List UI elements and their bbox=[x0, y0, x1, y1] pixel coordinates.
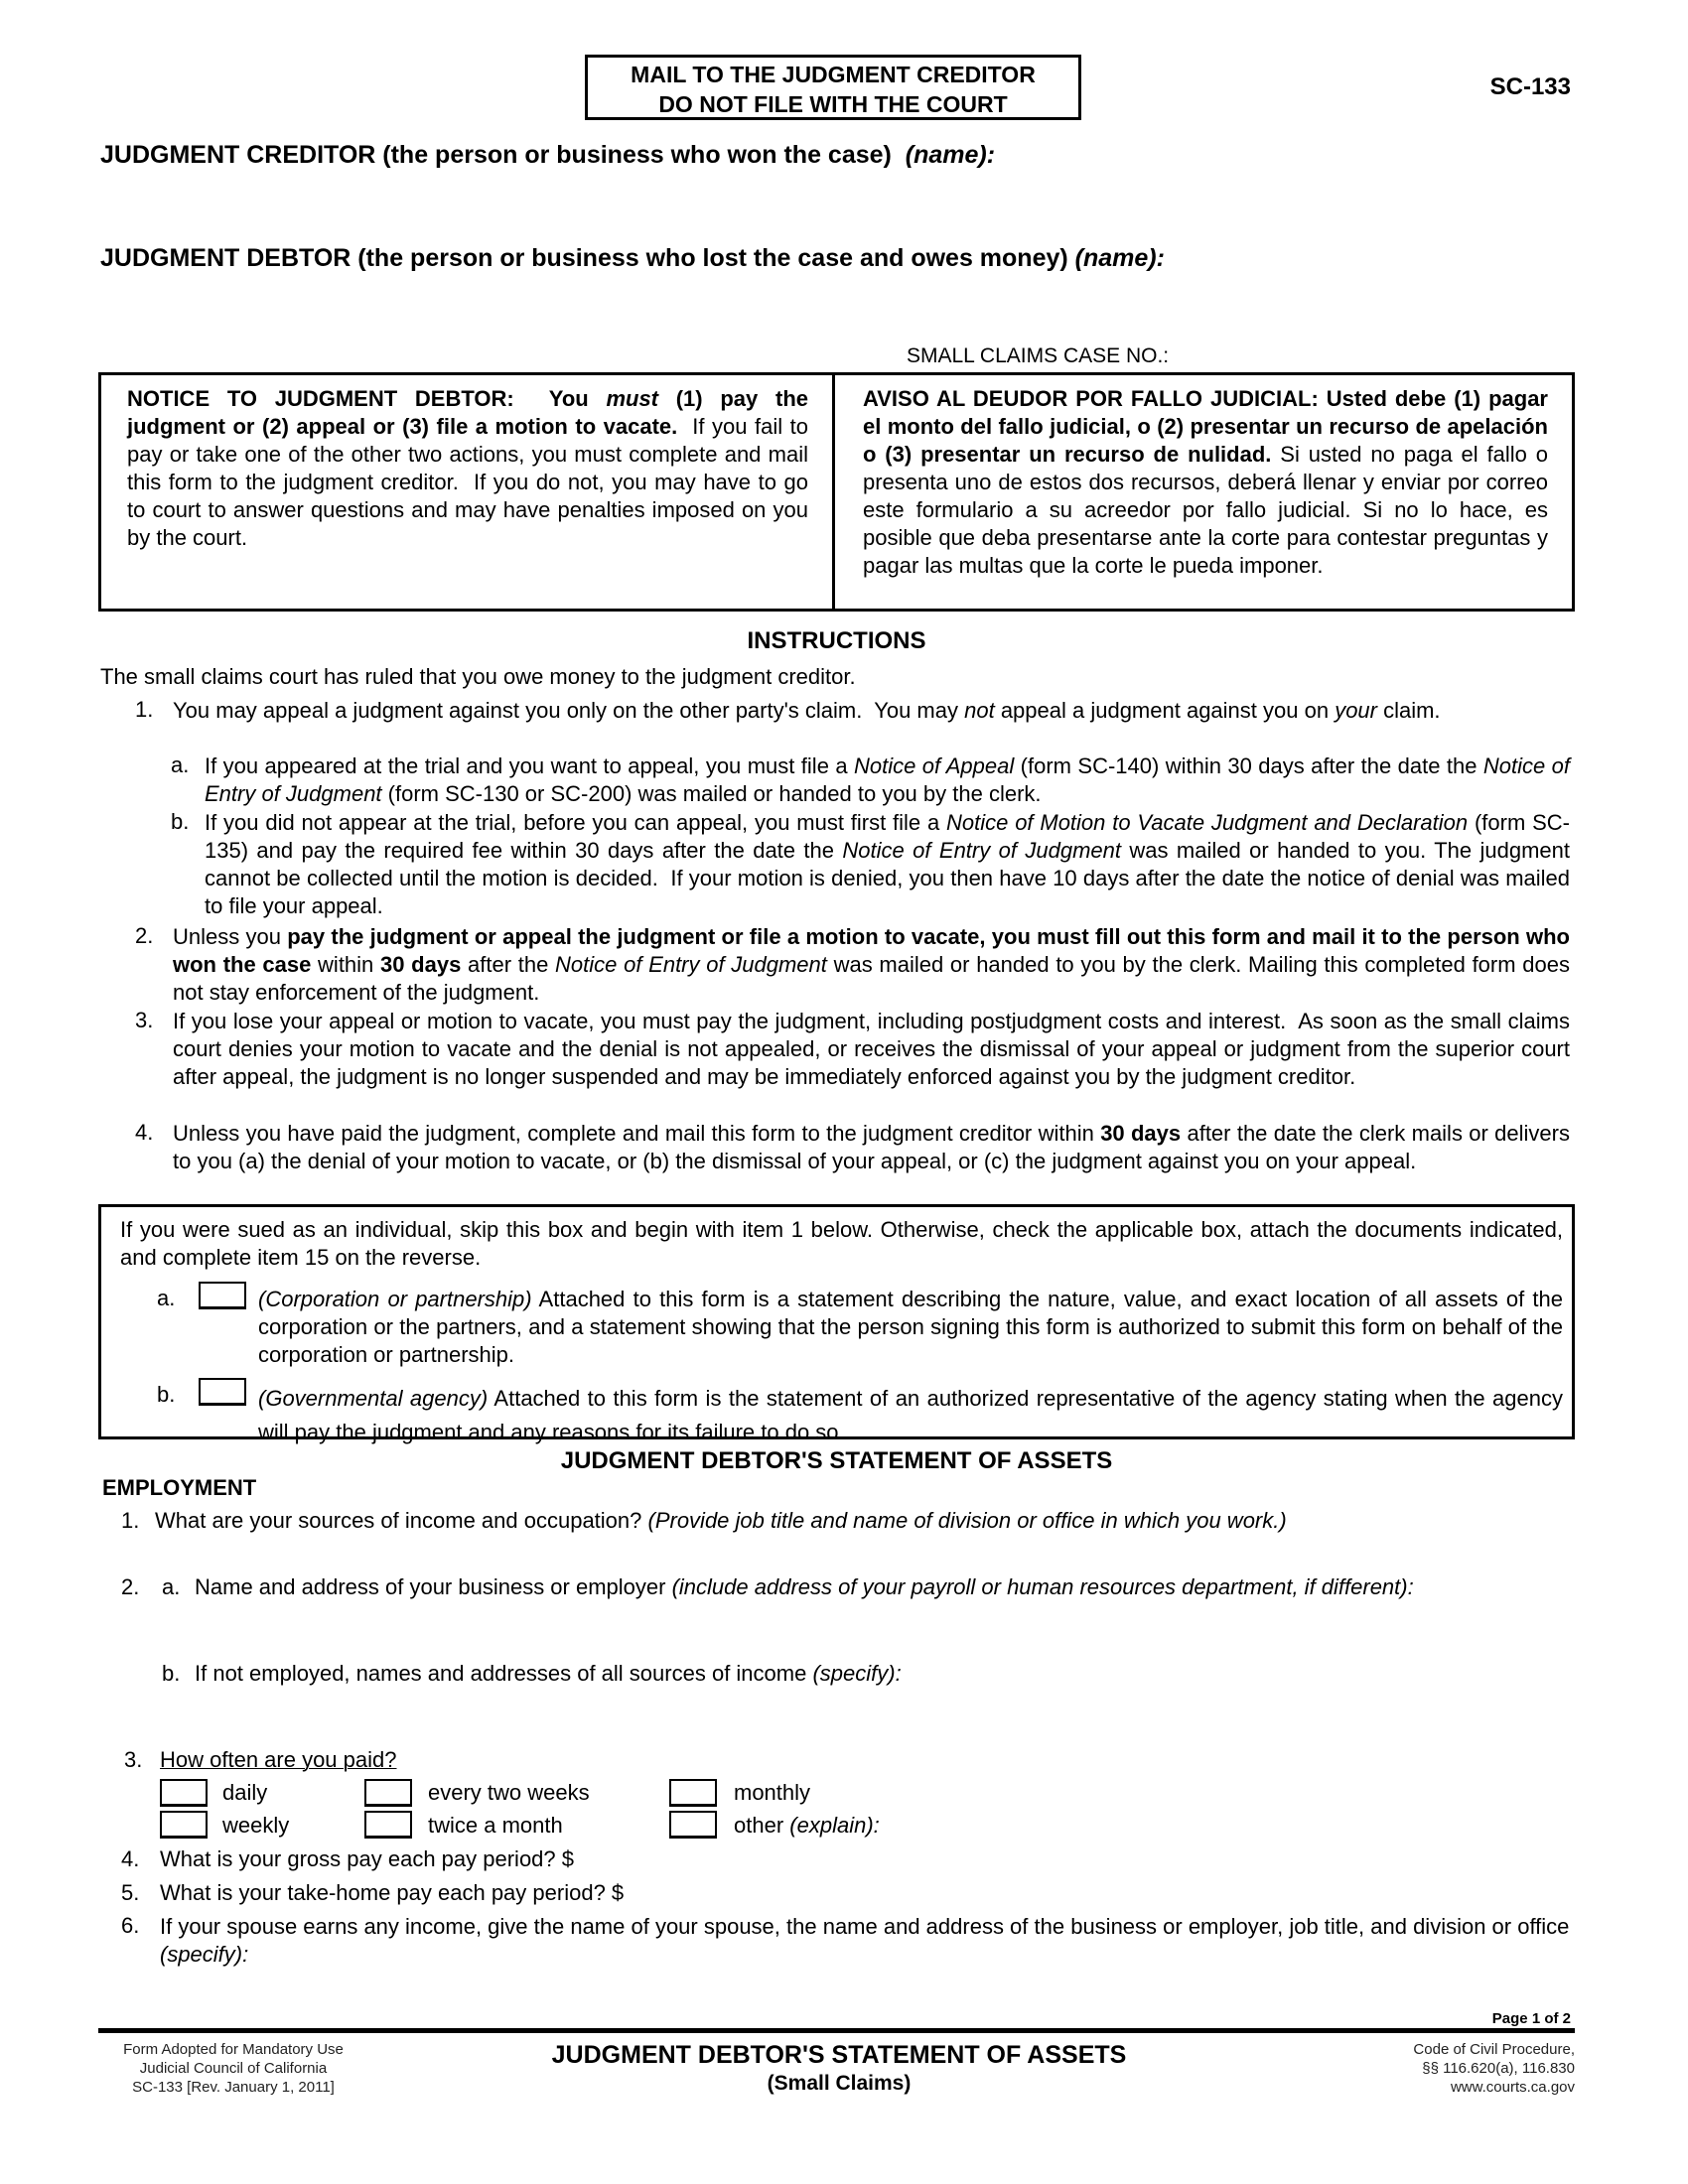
text-run: Notice of Entry of Judgment bbox=[555, 952, 827, 977]
q4-number: 4. bbox=[121, 1846, 140, 1871]
twice-a-month-checkbox[interactable] bbox=[364, 1811, 412, 1839]
text-run: (include address of your payroll or human resources department, if different): bbox=[671, 1574, 1414, 1599]
creditor-label-text: JUDGMENT CREDITOR (the person or business who won the case) bbox=[100, 141, 892, 169]
other-explain-hint: (explain): bbox=[789, 1813, 880, 1838]
employment-section: EMPLOYMENT bbox=[102, 1475, 257, 1500]
entity-box-intro: If you were sued as an individual, skip this box and begin with item 1 below. Otherwise, check the applicable box, attach the documents indicated, and complete item 15 on the reverse. bbox=[120, 1217, 1563, 1270]
debtor-label-text: JUDGMENT DEBTOR (the person or business who lost the case and owes money) bbox=[100, 244, 1068, 272]
statement-title: JUDGMENT DEBTOR'S STATEMENT OF ASSETS bbox=[560, 1447, 1113, 1474]
item-1b-text bbox=[205, 809, 1577, 920]
item-2-text bbox=[173, 923, 1577, 1007]
text-run: (specify): bbox=[812, 1661, 902, 1686]
item-3-number: 3. bbox=[135, 1008, 154, 1032]
item-4-text bbox=[173, 1120, 1577, 1175]
text-run: You may appeal a judgment against you only on the other party's claim. You may bbox=[173, 698, 965, 723]
item-4-number: 4. bbox=[135, 1120, 154, 1145]
creditor-name-label: (name): bbox=[905, 141, 996, 169]
debtor-name-field[interactable] bbox=[100, 278, 1570, 338]
q3-text: How often are you paid? bbox=[160, 1747, 397, 1772]
text-run: Notice of Entry of Judgment bbox=[205, 753, 1577, 806]
text-run: (form SC-135) and pay the required fee within 30 days after the date the bbox=[205, 810, 1570, 863]
text-run: If you fail to pay or take one of the other two actions, you must complete and mail this form to the judgment creditor. If you do not, you may have to go to court to answer questions and may have penalties imposed on you by the court. bbox=[127, 414, 815, 550]
text-run: (form SC-140) within 30 days after the date the bbox=[1014, 753, 1483, 778]
gross-pay-field[interactable] bbox=[645, 1843, 1043, 1872]
q5-number: 5. bbox=[121, 1880, 140, 1905]
instructions-intro: The small claims court has ruled that you owe money to the judgment creditor. bbox=[100, 664, 856, 689]
other-label bbox=[734, 1813, 880, 1839]
q1-text bbox=[155, 1508, 1287, 1534]
page-number: Page 1 of 2 bbox=[1491, 2010, 1571, 2027]
q2-number: 2. bbox=[121, 1574, 140, 1599]
mail-notice-line-1: MAIL TO THE JUDGMENT CREDITOR bbox=[631, 62, 1036, 87]
corporation-checkbox[interactable] bbox=[199, 1282, 246, 1309]
item-1a-text bbox=[205, 752, 1577, 808]
weekly-label: weekly bbox=[222, 1813, 290, 1838]
footer-left bbox=[104, 2040, 362, 2097]
text-run: not bbox=[964, 698, 995, 723]
text-run: your bbox=[1335, 698, 1377, 723]
text-run: (Governmental agency) bbox=[258, 1386, 489, 1411]
text-run: Unless you bbox=[173, 924, 288, 949]
monthly-checkbox[interactable] bbox=[669, 1779, 717, 1807]
creditor-name-field[interactable] bbox=[100, 174, 1570, 233]
mail-notice-line-2: DO NOT FILE WITH THE COURT bbox=[658, 91, 1008, 117]
item-1a-label: a. bbox=[171, 752, 190, 777]
footer-right-line-3: www.courts.ca.gov bbox=[1450, 2079, 1575, 2096]
text-run: was mailed or handed to you by the clerk. Mailing this completed form does not stay enforcement of the judgment. bbox=[173, 952, 1577, 1005]
text-run: must bbox=[606, 386, 658, 411]
text-run: (Provide job title and name of division or office in which you work.) bbox=[647, 1508, 1287, 1533]
item-3-text bbox=[173, 1008, 1577, 1091]
item-2-number: 2. bbox=[135, 923, 154, 948]
text-run: NOTICE TO JUDGMENT DEBTOR: You bbox=[127, 386, 607, 411]
text-run: Unless you have paid the judgment, complete and mail this form to the judgment creditor within bbox=[173, 1121, 1101, 1146]
text-run: Notice of Motion to Vacate Judgment and Declaration bbox=[946, 810, 1469, 835]
text-run: If you did not appear at the trial, before you can appeal, you must first file a bbox=[205, 810, 947, 835]
footer-right bbox=[1413, 2040, 1575, 2097]
footer-subtitle: (Small Claims) bbox=[767, 2072, 912, 2095]
form-id: SC-133 bbox=[1489, 73, 1571, 100]
text-run: If you appeared at the trial and you want to appeal, you must file a bbox=[205, 753, 854, 778]
item-1-number: 1. bbox=[135, 697, 154, 722]
q2a-label: a. bbox=[162, 1574, 181, 1599]
text-run: Notice of Appeal bbox=[854, 753, 1015, 778]
entity-b-text bbox=[258, 1382, 1570, 1449]
entity-box bbox=[98, 1204, 1575, 1444]
entity-a-text bbox=[258, 1286, 1570, 1369]
q2b-label: b. bbox=[162, 1661, 181, 1686]
text-run: (1) pay the judgment or (2) appeal or (3) file a motion to vacate. bbox=[127, 386, 815, 439]
text-run: pay the judgment or appeal the judgment or file a motion to vacate, you must fill out this form and mail it to the person who won the case bbox=[173, 924, 1577, 977]
every-two-weeks-label: every two weeks bbox=[428, 1780, 590, 1805]
judgment-creditor-label bbox=[100, 141, 995, 170]
text-run: Name and address of your business or employer bbox=[195, 1574, 672, 1599]
footer-left-line-2: Judicial Council of California bbox=[139, 2060, 328, 2077]
instructions-title: INSTRUCTIONS bbox=[747, 627, 926, 654]
take-home-pay-field[interactable] bbox=[695, 1876, 1092, 1906]
q6-text bbox=[160, 1913, 1576, 1969]
weekly-checkbox[interactable] bbox=[160, 1811, 208, 1839]
every-two-weeks-checkbox[interactable] bbox=[364, 1779, 412, 1807]
q6-number: 6. bbox=[121, 1913, 140, 1938]
text-run: claim. bbox=[1376, 698, 1441, 723]
q3-number: 3. bbox=[124, 1747, 143, 1772]
mail-to-creditor-notice bbox=[585, 55, 1081, 120]
text-run: If you lose your appeal or motion to vacate, you must pay the judgment, including postjudgment costs and interest. As soon as the small claims court denies your motion to vacate and the denial is not appealed, or receives the dismissal of your appeal or judgment from the superior court after appeal, the judgment is no longer suspended and may be immediately enforced against you by the judgment creditor. bbox=[173, 1009, 1577, 1089]
entity-b-label: b. bbox=[157, 1382, 176, 1407]
footer-rule bbox=[98, 2028, 1575, 2033]
other-checkbox[interactable] bbox=[669, 1811, 717, 1839]
daily-label: daily bbox=[222, 1780, 268, 1805]
debtor-name-label: (name): bbox=[1074, 244, 1165, 272]
text-run: (Corporation or partnership) bbox=[258, 1287, 532, 1311]
q1-answer-field[interactable] bbox=[155, 1539, 1565, 1570]
text-run: 30 days bbox=[380, 952, 462, 977]
notice-spanish bbox=[835, 375, 1572, 609]
q2b-answer-field[interactable] bbox=[195, 1691, 1565, 1742]
q1-number: 1. bbox=[121, 1508, 140, 1533]
footer-title: JUDGMENT DEBTOR'S STATEMENT OF ASSETS bbox=[551, 2041, 1127, 2069]
text-run: Attached to this form is the statement of an authorized representative of the agency stating when the agency will pay the judgment and any reasons for its failure to do so. bbox=[258, 1386, 1570, 1444]
judgment-debtor-label bbox=[100, 244, 1165, 273]
text-run: 30 days bbox=[1100, 1121, 1182, 1146]
item-1-text bbox=[173, 697, 1570, 725]
governmental-agency-checkbox[interactable] bbox=[199, 1378, 246, 1406]
monthly-label: monthly bbox=[734, 1780, 811, 1805]
notice-box bbox=[98, 372, 1575, 612]
text-run: after the date the clerk mails or delivers to you (a) the denial of your motion to vacate, or (b) the dismissal of your appeal, or (c) the judgment against you on your appeal. bbox=[173, 1121, 1577, 1173]
notice-english bbox=[101, 375, 835, 609]
footer-left-line-3: SC-133 [Rev. January 1, 2011] bbox=[132, 2079, 335, 2096]
q6-answer-field[interactable] bbox=[160, 1971, 1570, 2010]
text-run: after the bbox=[461, 952, 556, 977]
footer-title-block bbox=[447, 2041, 1231, 2096]
other-label-text: other bbox=[734, 1813, 784, 1838]
text-run: was mailed or handed to you. The judgment cannot be collected until the motion is decided. If your motion is denied, you then have 10 days after the date the notice of denial was mailed to file your appeal. bbox=[205, 838, 1577, 918]
text-run: Si usted no paga el fallo o presenta uno de estos dos recursos, deberá llenar y enviar por correo este formulario a su acreedor por fallo judicial. Si no lo hace, es posible que deba presentarse ante la corte para contestar preguntas y pagar las multas que la corte le pueda imponer. bbox=[863, 442, 1555, 578]
entity-a-label: a. bbox=[157, 1286, 176, 1310]
footer-right-line-2: §§ 116.620(a), 116.830 bbox=[1422, 2060, 1575, 2077]
text-run: (specify): bbox=[160, 1942, 249, 1967]
daily-checkbox[interactable] bbox=[160, 1779, 208, 1807]
text-run: within bbox=[311, 952, 380, 977]
case-number-label: SMALL CLAIMS CASE NO.: bbox=[907, 344, 1170, 367]
other-explain-field[interactable] bbox=[914, 1809, 1559, 1839]
q2b-text bbox=[195, 1661, 902, 1687]
case-number-field[interactable] bbox=[1231, 342, 1569, 370]
text-run: (form SC-130 or SC-200) was mailed or handed to you by the clerk. bbox=[381, 781, 1042, 806]
twice-a-month-label: twice a month bbox=[428, 1813, 563, 1838]
q5-text: What is your take-home pay each pay period? $ bbox=[160, 1880, 625, 1905]
text-run: Notice of Entry of Judgment bbox=[842, 838, 1121, 863]
text-run: AVISO AL DEUDOR POR FALLO JUDICIAL: Usted debe (1) pagar el monto del fallo judicial, o (2) presentar un recurso de apelación o (3) presentar un recurso de nulidad. bbox=[863, 386, 1555, 467]
footer-right-line-1: Code of Civil Procedure, bbox=[1413, 2041, 1575, 2058]
item-1b-label: b. bbox=[171, 809, 190, 834]
q2a-text bbox=[195, 1574, 1414, 1600]
text-run: What are your sources of income and occupation? bbox=[155, 1508, 648, 1533]
q4-text: What is your gross pay each pay period? $ bbox=[160, 1846, 575, 1871]
text-run: If your spouse earns any income, give the name of your spouse, the name and address of the business or employer, job title, and division or office bbox=[160, 1914, 1576, 1939]
q2a-answer-field[interactable] bbox=[195, 1604, 1565, 1656]
text-run: appeal a judgment against you on bbox=[994, 698, 1336, 723]
text-run: Attached to this form is a statement describing the nature, value, and exact location of all assets of the corporation or the partners, and a statement showing that the person signing this form is authorized to submit this form on behalf of the corporation or partnership. bbox=[258, 1287, 1570, 1367]
footer-left-line-1: Form Adopted for Mandatory Use bbox=[123, 2041, 344, 2058]
text-run: If not employed, names and addresses of all sources of income bbox=[195, 1661, 813, 1686]
